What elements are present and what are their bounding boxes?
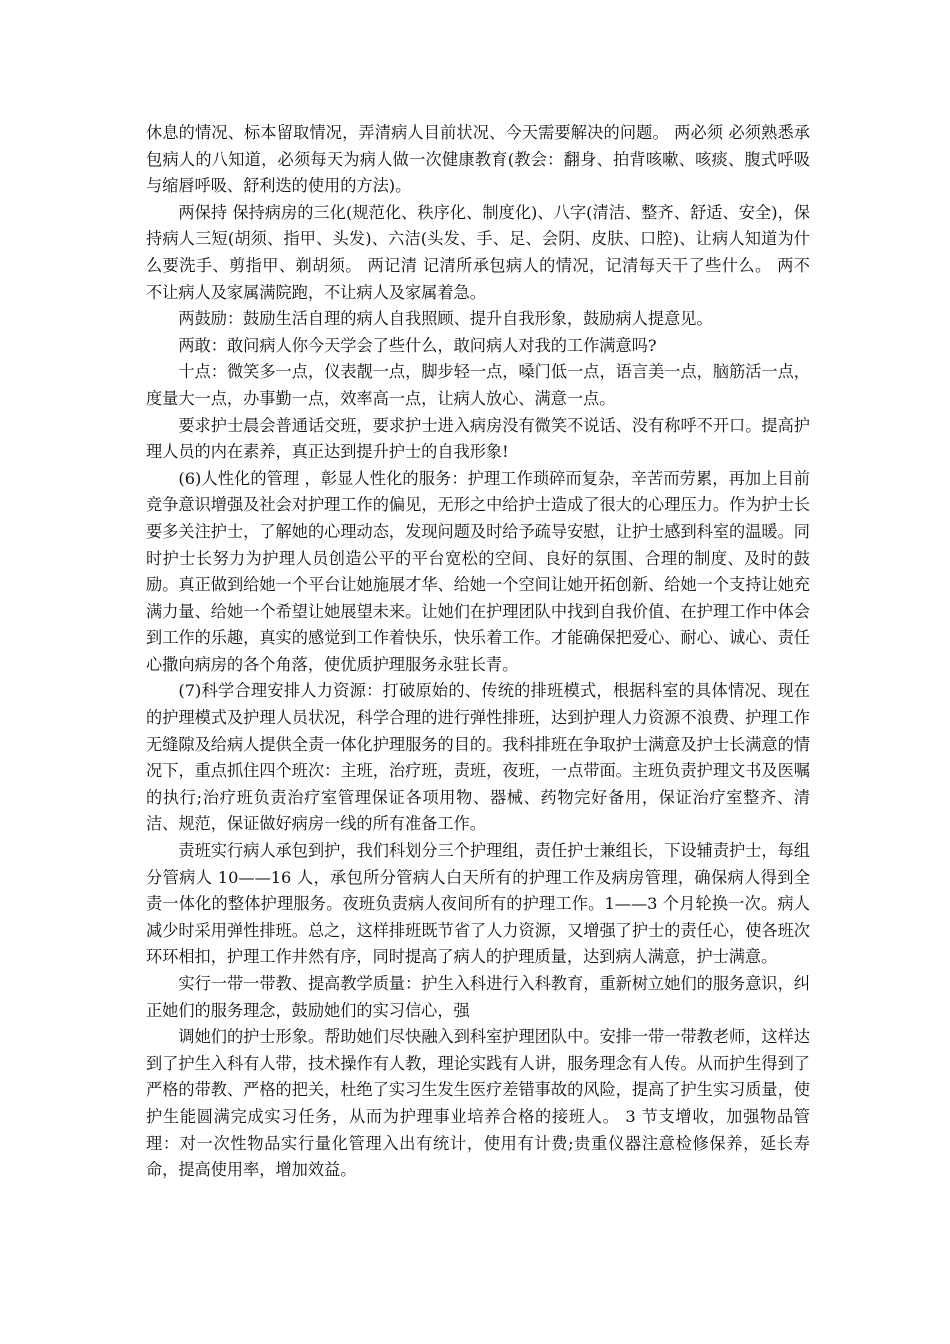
paragraph: 实行一带一带教、提高教学质量：护生入科进行入科教育，重新树立她们的服务意识，纠正她们的服务理念，鼓励她们的实习信心，强	[146, 974, 810, 1020]
paragraph: 两敢：敢问病人你今天学会了些什么，敢问病人对我的工作满意吗?	[178, 335, 657, 355]
paragraph: 两保持 保持病房的三化(规范化、秩序化、制度化)、八字(清洁、整齐、舒适、安全)，保持病人三短(胡须、指甲、头发)、六洁(头发、手、足、会阴、皮肤、口腔)、让病人知道为什么要洗手、剪指甲、剃胡须。 两记清 记清所承包病人的情况，记清每天干了些什么。 两不 不让病人及家属满院跑，不让病人及家属着急。	[146, 202, 810, 302]
paragraph: 调她们的护士形象。帮助她们尽快融入到科室护理团队中。安排一带一带教老师，这样达到了护生入科有人带，技术操作有人教，理论实践有人讲，服务理念有人传。从而护生得到了严格的带教、严格的把关，杜绝了实习生发生医疗差错事故的风险，提高了护生实习质量，使护生能圆满完成实习任务，从而为护理事业培养合格的接班人。 3 节支增收，加强物品管理：对一次性物品实行量化管理入出有统计，使用有计费;贵重仪器注意检修保养，延长寿命，提高使用率，增加效益。	[146, 1027, 810, 1180]
paragraph: 两鼓励：鼓励生活自理的病人自我照顾、提升自我形象，鼓励病人提意见。	[178, 309, 713, 329]
paragraph: 责班实行病人承包到护，我们科划分三个护理组，责任护士兼组长，下设辅责护士，每组分管病人 10——16 人，承包所分管病人白天所有的护理工作及病房管理，确保病人得到全责一体化的整体护理服务。夜班负责病人夜间所有的护理工作。1——3 个月轮换一次。病人减少时采用弹性排班。总之，这样排班既节省了人力资源，又增强了护士的责任心，使各班次环环相扣，护理工作井然有序，同时提高了病人的护理质量，达到病人满意，护士满意。	[146, 841, 810, 967]
paragraph: 要求护士晨会普通话交班，要求护士进入病房没有微笑不说话、没有称呼不开口。提高护理人员的内在素养，真正达到提升护士的自我形象!	[146, 415, 810, 462]
paragraph: 十点：微笑多一点，仪表靓一点，脚步轻一点，嗓门低一点，语言美一点，脑筋活一点，度量大一点，办事勤一点，效率高一点，让病人放心、满意一点。	[146, 362, 810, 408]
document-page	[146, 120, 810, 1184]
paragraph: 休息的情况、标本留取情况，弄清病人目前状况、今天需要解决的问题。 两必须 必须熟悉承包病人的八知道，必须每天为病人做一次健康教育(教会：翻身、拍背咳嗽、咳痰、腹式呼吸与缩唇呼吸、舒利迭的使用的方法)。	[146, 123, 810, 196]
paragraph: (6)人性化的管理 ，彰显人性化的服务：护理工作琐碎而复杂，辛苦而劳累，再加上目前竞争意识增强及社会对护理工作的偏见，无形之中给护士造成了很大的心理压力。作为护士长要多关注护士，了解她的心理动态，发现问题及时给予疏导安慰，让护士感到科室的温暖。同时护士长努力为护理人员创造公平的平台宽松的空间、良好的氛围、合理的制度、及时的鼓励。真正做到给她一个平台让她施展才华、给她一个空间让她开拓创新、给她一个支持让她充满力量、给她一个希望让她展望未来。让她们在护理团队中找到自我价值、在护理工作中体会到工作的乐趣，真实的感觉到工作着快乐，快乐着工作。才能确保把爱心、耐心、诚心、责任心撒向病房的各个角落，使优质护理服务永驻长青。	[146, 468, 810, 674]
paragraph: (7)科学合理安排人力资源：打破原始的、传统的排班模式，根据科室的具体情况、现在的护理模式及护理人员状况，科学合理的进行弹性排班，达到护理人力资源不浪费、护理工作无缝隙及给病人提供全责一体化护理服务的目的。我科排班在争取护士满意及护士长满意的情况下，重点抓住四个班次：主班，治疗班，责班，夜班，一点带面。主班负责护理文书及医嘱的执行;治疗班负责治疗室管理保证各项用物、器械、药物完好备用，保证治疗室整齐、清洁、规范，保证做好病房一线的所有准备工作。	[146, 681, 810, 834]
